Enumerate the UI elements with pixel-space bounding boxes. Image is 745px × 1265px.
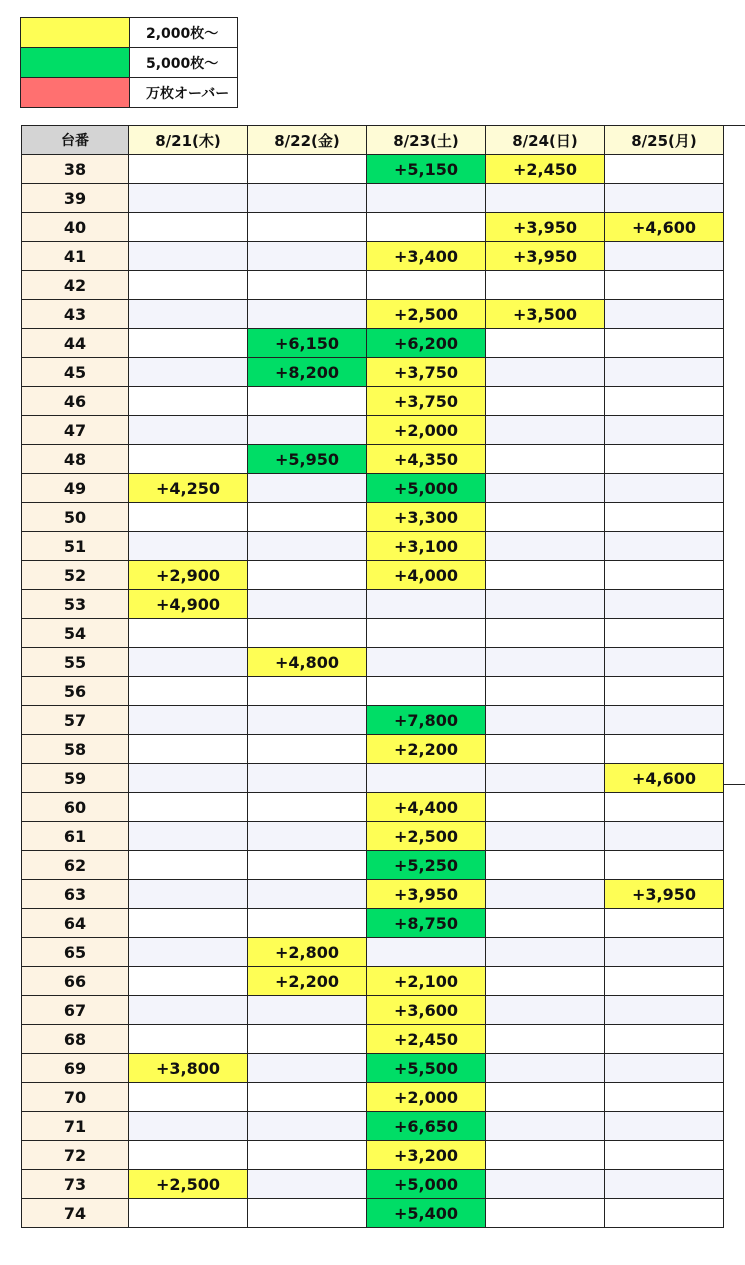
result-cell: +3,500: [486, 300, 605, 329]
result-cell: [486, 503, 605, 532]
result-cell: [248, 184, 367, 213]
table-row: [22, 1083, 724, 1112]
result-cell: [486, 735, 605, 764]
machine-number: 46: [22, 387, 129, 416]
result-cell: [605, 735, 724, 764]
result-cell: [129, 735, 248, 764]
machine-number-header: 台番: [22, 126, 129, 155]
table-row: [22, 822, 724, 851]
legend-item: [21, 18, 238, 48]
result-cell: +6,200: [367, 329, 486, 358]
legend-label: 万枚オーバー: [130, 78, 238, 108]
result-cell: [486, 416, 605, 445]
result-cell: +5,250: [367, 851, 486, 880]
result-cell: [605, 474, 724, 503]
result-cell: [486, 532, 605, 561]
result-cell: [486, 1199, 605, 1228]
result-cell: +3,300: [367, 503, 486, 532]
result-cell: [605, 822, 724, 851]
table-row: [22, 706, 724, 735]
date-header: 8/22(金): [248, 126, 367, 155]
result-cell: [248, 793, 367, 822]
machine-number: 47: [22, 416, 129, 445]
table-row: [22, 184, 724, 213]
result-cell: [248, 909, 367, 938]
result-cell: [248, 1199, 367, 1228]
result-cell: [248, 561, 367, 590]
table-row: [22, 358, 724, 387]
result-cell: [129, 503, 248, 532]
result-cell: [605, 503, 724, 532]
date-header: 8/21(木): [129, 126, 248, 155]
result-cell: [605, 909, 724, 938]
machine-number: 67: [22, 996, 129, 1025]
result-cell: [129, 387, 248, 416]
result-cell: [248, 1112, 367, 1141]
result-cell: [248, 474, 367, 503]
machine-number: 41: [22, 242, 129, 271]
machine-number: 66: [22, 967, 129, 996]
machine-number: 40: [22, 213, 129, 242]
table-row: [22, 271, 724, 300]
machine-number: 56: [22, 677, 129, 706]
result-cell: [248, 242, 367, 271]
machine-number: 51: [22, 532, 129, 561]
table-row: [22, 880, 724, 909]
adjacent-column-edge-bottom: [723, 784, 745, 785]
result-cell: +3,400: [367, 242, 486, 271]
machine-number: 68: [22, 1025, 129, 1054]
result-cell: [248, 1054, 367, 1083]
machine-number: 45: [22, 358, 129, 387]
machine-number: 71: [22, 1112, 129, 1141]
result-cell: +3,950: [367, 880, 486, 909]
result-cell: [486, 1141, 605, 1170]
result-cell: +3,950: [486, 213, 605, 242]
result-cell: +2,450: [486, 155, 605, 184]
result-cell: [248, 1083, 367, 1112]
result-cell: [367, 213, 486, 242]
legend-label: 5,000枚～: [130, 48, 238, 78]
legend-swatch: [21, 18, 130, 48]
result-cell: +4,400: [367, 793, 486, 822]
result-cell: [129, 1025, 248, 1054]
result-cell: [605, 561, 724, 590]
machine-number: 65: [22, 938, 129, 967]
result-cell: +5,000: [367, 474, 486, 503]
result-cell: [605, 706, 724, 735]
result-cell: [248, 764, 367, 793]
result-cell: [605, 648, 724, 677]
result-cell: [486, 648, 605, 677]
result-cell: +3,100: [367, 532, 486, 561]
table-row: [22, 416, 724, 445]
result-cell: [486, 793, 605, 822]
result-cell: [605, 532, 724, 561]
result-cell: [129, 938, 248, 967]
table-row: [22, 387, 724, 416]
result-cell: [248, 735, 367, 764]
result-cell: [605, 1141, 724, 1170]
result-cell: [129, 706, 248, 735]
date-header: 8/25(月): [605, 126, 724, 155]
result-cell: +4,600: [605, 213, 724, 242]
result-cell: [605, 851, 724, 880]
result-cell: [605, 271, 724, 300]
result-cell: [248, 503, 367, 532]
result-cell: +5,950: [248, 445, 367, 474]
result-cell: [367, 764, 486, 793]
result-cell: [605, 938, 724, 967]
machine-number: 64: [22, 909, 129, 938]
result-cell: [129, 271, 248, 300]
machine-number: 59: [22, 764, 129, 793]
table-row: [22, 619, 724, 648]
machine-number: 53: [22, 590, 129, 619]
adjacent-column-edge: [723, 125, 745, 786]
result-cell: +4,350: [367, 445, 486, 474]
result-cell: [367, 271, 486, 300]
table-row: [22, 445, 724, 474]
result-cell: +4,900: [129, 590, 248, 619]
result-cell: [129, 996, 248, 1025]
result-cell: [486, 996, 605, 1025]
result-cell: [129, 1141, 248, 1170]
result-cell: [129, 619, 248, 648]
table-row: [22, 561, 724, 590]
table-row: [22, 793, 724, 822]
result-cell: [248, 213, 367, 242]
result-cell: +2,500: [129, 1170, 248, 1199]
table-row: [22, 1112, 724, 1141]
result-cell: [486, 445, 605, 474]
result-cell: +2,500: [367, 300, 486, 329]
result-cell: [486, 329, 605, 358]
result-cell: [486, 387, 605, 416]
machine-number: 50: [22, 503, 129, 532]
result-cell: [605, 358, 724, 387]
legend-swatch: [21, 78, 130, 108]
result-cell: [486, 358, 605, 387]
result-cell: +8,200: [248, 358, 367, 387]
result-cell: +2,200: [367, 735, 486, 764]
result-cell: +3,750: [367, 387, 486, 416]
date-header: 8/23(土): [367, 126, 486, 155]
table-row: [22, 967, 724, 996]
result-cell: [367, 938, 486, 967]
result-cell: [129, 155, 248, 184]
result-cell: +3,950: [605, 880, 724, 909]
result-cell: [367, 184, 486, 213]
result-cell: +8,750: [367, 909, 486, 938]
result-cell: [605, 967, 724, 996]
result-cell: [605, 184, 724, 213]
result-cell: [605, 619, 724, 648]
result-cell: [248, 1025, 367, 1054]
result-cell: +5,000: [367, 1170, 486, 1199]
table-row: [22, 648, 724, 677]
result-cell: [605, 445, 724, 474]
result-cell: [248, 155, 367, 184]
result-cell: +5,500: [367, 1054, 486, 1083]
machine-number: 58: [22, 735, 129, 764]
table-row: [22, 213, 724, 242]
result-cell: [367, 677, 486, 706]
result-cell: [605, 1199, 724, 1228]
result-cell: [129, 329, 248, 358]
result-cell: [605, 329, 724, 358]
result-cell: [486, 967, 605, 996]
result-cell: [605, 1112, 724, 1141]
result-cell: [129, 213, 248, 242]
table-row: [22, 851, 724, 880]
result-cell: [248, 822, 367, 851]
result-cell: [129, 416, 248, 445]
result-cell: [129, 242, 248, 271]
result-cell: [248, 532, 367, 561]
result-cell: [486, 1054, 605, 1083]
result-cell: [248, 706, 367, 735]
result-cell: [486, 880, 605, 909]
table-row: [22, 474, 724, 503]
result-cell: [367, 619, 486, 648]
legend-item: [21, 78, 238, 108]
result-cell: [486, 851, 605, 880]
table-row: [22, 532, 724, 561]
table-row: [22, 677, 724, 706]
result-cell: [486, 1112, 605, 1141]
result-cell: [129, 880, 248, 909]
result-cell: +4,250: [129, 474, 248, 503]
result-cell: +2,500: [367, 822, 486, 851]
result-cell: [129, 358, 248, 387]
machine-number: 52: [22, 561, 129, 590]
result-cell: +2,450: [367, 1025, 486, 1054]
result-cell: +3,600: [367, 996, 486, 1025]
result-cell: [129, 1112, 248, 1141]
machine-number: 61: [22, 822, 129, 851]
machine-number: 69: [22, 1054, 129, 1083]
result-cell: [248, 851, 367, 880]
result-cell: [605, 1170, 724, 1199]
legend-item: [21, 48, 238, 78]
table-row: [22, 155, 724, 184]
machine-number: 55: [22, 648, 129, 677]
result-cell: [486, 677, 605, 706]
result-cell: [605, 416, 724, 445]
result-cell: [129, 300, 248, 329]
result-cell: +3,800: [129, 1054, 248, 1083]
result-cell: [129, 184, 248, 213]
table-row: [22, 1054, 724, 1083]
result-cell: [129, 648, 248, 677]
result-cell: [486, 909, 605, 938]
result-cell: [605, 387, 724, 416]
result-cell: +2,000: [367, 416, 486, 445]
machine-number: 48: [22, 445, 129, 474]
result-cell: [486, 474, 605, 503]
result-cell: [486, 938, 605, 967]
table-row: [22, 1199, 724, 1228]
machine-number: 44: [22, 329, 129, 358]
legend-swatch: [21, 48, 130, 78]
machine-results-table: [21, 125, 724, 1228]
result-cell: [605, 793, 724, 822]
result-cell: +4,600: [605, 764, 724, 793]
result-cell: +6,150: [248, 329, 367, 358]
result-cell: [605, 1025, 724, 1054]
table-row: [22, 996, 724, 1025]
result-cell: [605, 300, 724, 329]
machine-number: 43: [22, 300, 129, 329]
result-cell: [486, 590, 605, 619]
result-cell: [605, 242, 724, 271]
result-cell: [248, 271, 367, 300]
result-cell: [367, 648, 486, 677]
result-cell: [248, 996, 367, 1025]
machine-number: 39: [22, 184, 129, 213]
machine-number: 72: [22, 1141, 129, 1170]
table-row: [22, 1025, 724, 1054]
result-cell: [486, 1170, 605, 1199]
machine-number: 49: [22, 474, 129, 503]
machine-number: 73: [22, 1170, 129, 1199]
result-cell: [129, 1199, 248, 1228]
result-cell: [129, 851, 248, 880]
table-row: [22, 764, 724, 793]
result-cell: [486, 1025, 605, 1054]
date-header: 8/24(日): [486, 126, 605, 155]
result-cell: [248, 590, 367, 619]
result-cell: +2,200: [248, 967, 367, 996]
result-cell: [605, 677, 724, 706]
result-cell: +4,000: [367, 561, 486, 590]
legend-label: 2,000枚～: [130, 18, 238, 48]
result-cell: +5,150: [367, 155, 486, 184]
result-cell: [248, 880, 367, 909]
table-row: [22, 735, 724, 764]
result-cell: [367, 590, 486, 619]
table-row: [22, 329, 724, 358]
result-cell: [129, 532, 248, 561]
result-cell: +3,200: [367, 1141, 486, 1170]
machine-number: 54: [22, 619, 129, 648]
table-row: [22, 590, 724, 619]
table-row: [22, 1141, 724, 1170]
header-row: [22, 126, 724, 155]
result-cell: +3,950: [486, 242, 605, 271]
result-cell: [248, 416, 367, 445]
result-cell: [129, 764, 248, 793]
result-cell: [248, 1141, 367, 1170]
table-row: [22, 1170, 724, 1199]
result-cell: +4,800: [248, 648, 367, 677]
result-cell: [486, 706, 605, 735]
result-cell: [486, 822, 605, 851]
result-cell: [248, 677, 367, 706]
result-cell: [248, 300, 367, 329]
result-cell: [486, 1083, 605, 1112]
result-cell: [605, 1054, 724, 1083]
table-row: [22, 503, 724, 532]
result-cell: [605, 590, 724, 619]
result-cell: +2,800: [248, 938, 367, 967]
table-row: [22, 909, 724, 938]
result-cell: [486, 764, 605, 793]
result-cell: [129, 445, 248, 474]
table-row: [22, 938, 724, 967]
result-cell: +2,900: [129, 561, 248, 590]
result-cell: [605, 996, 724, 1025]
machine-number: 62: [22, 851, 129, 880]
result-cell: [486, 561, 605, 590]
machine-number: 63: [22, 880, 129, 909]
result-cell: [129, 1083, 248, 1112]
result-cell: [605, 155, 724, 184]
result-cell: [248, 619, 367, 648]
result-cell: [129, 967, 248, 996]
result-cell: +5,400: [367, 1199, 486, 1228]
result-cell: +6,650: [367, 1112, 486, 1141]
table-row: [22, 242, 724, 271]
result-cell: +2,100: [367, 967, 486, 996]
result-cell: [605, 1083, 724, 1112]
result-cell: [486, 184, 605, 213]
result-cell: +2,000: [367, 1083, 486, 1112]
machine-number: 42: [22, 271, 129, 300]
machine-number: 70: [22, 1083, 129, 1112]
result-cell: [486, 619, 605, 648]
machine-number: 57: [22, 706, 129, 735]
result-cell: [129, 793, 248, 822]
result-cell: [248, 1170, 367, 1199]
result-cell: [129, 822, 248, 851]
result-cell: +7,800: [367, 706, 486, 735]
result-cell: [248, 387, 367, 416]
machine-number: 38: [22, 155, 129, 184]
machine-number: 74: [22, 1199, 129, 1228]
result-cell: [486, 271, 605, 300]
color-legend: [20, 17, 238, 108]
result-cell: [129, 909, 248, 938]
machine-number: 60: [22, 793, 129, 822]
result-cell: +3,750: [367, 358, 486, 387]
table-row: [22, 300, 724, 329]
result-cell: [129, 677, 248, 706]
